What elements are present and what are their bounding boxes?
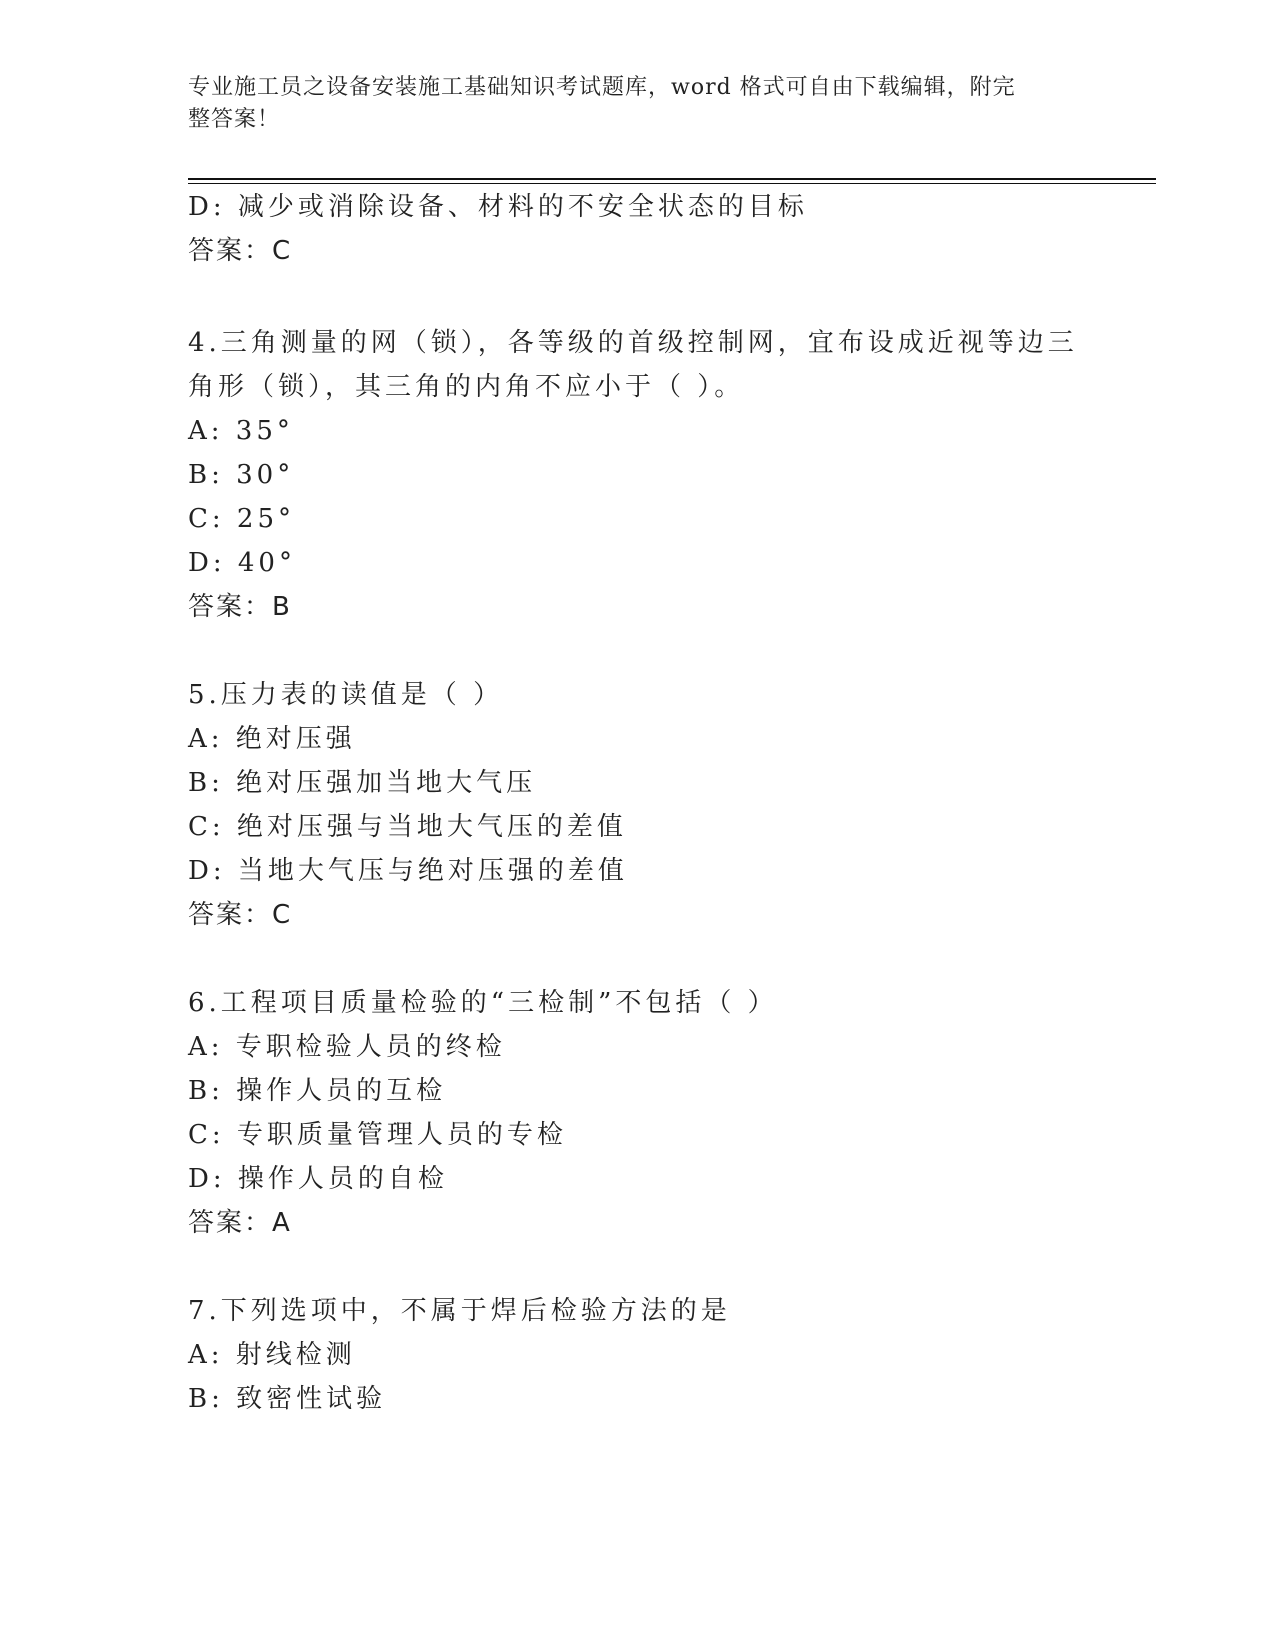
q7-option-a: A: 射线检测: [188, 1340, 356, 1370]
q6-option-a: A: 专职检验人员的终检: [188, 1032, 506, 1062]
q5-option-b: B: 绝对压强加当地大气压: [188, 768, 537, 798]
q6-option-d: D: 操作人员的自检: [188, 1164, 448, 1194]
header-divider-thin: [188, 183, 1156, 184]
q4-stem-line-2: 角形（锁），其三角的内角不应小于（ ）。: [188, 372, 745, 402]
q5-stem: 5.压力表的读值是（ ）: [188, 680, 504, 710]
q4-option-c: C: 25°: [188, 504, 296, 534]
q7-option-b: B: 致密性试验: [188, 1384, 387, 1414]
q6-stem: 6.工程项目质量检验的“三检制”不包括（ ）: [188, 988, 778, 1018]
q5-answer: 答案：C: [188, 900, 293, 930]
q6-option-c: C: 专职质量管理人员的专检: [188, 1120, 567, 1150]
q4-answer: 答案：B: [188, 592, 292, 622]
document-header: [188, 72, 1068, 136]
prev-answer: 答案：C: [188, 236, 293, 266]
header-divider-thick: [188, 178, 1156, 180]
q5-option-d: D: 当地大气压与绝对压强的差值: [188, 856, 628, 886]
q6-option-b: B: 操作人员的互检: [188, 1076, 447, 1106]
q4-stem-line-1: 4.三角测量的网（锁），各等级的首级控制网，宜布设成近视等边三: [188, 328, 1078, 358]
q7-stem: 7.下列选项中，不属于焊后检验方法的是: [188, 1296, 731, 1326]
q5-option-a: A: 绝对压强: [188, 724, 356, 754]
header-line-2: 整答案！: [188, 107, 281, 132]
prev-option-d: D: 减少或消除设备、材料的不安全状态的目标: [188, 192, 808, 222]
q4-option-b: B: 30°: [188, 460, 295, 490]
header-line-1: 专业施工员之设备安装施工基础知识考试题库，word 格式可自由下载编辑，附完: [188, 75, 1016, 100]
q4-option-a: A: 35°: [188, 416, 294, 446]
q4-option-d: D: 40°: [188, 548, 296, 578]
q5-option-c: C: 绝对压强与当地大气压的差值: [188, 812, 627, 842]
q6-answer: 答案：A: [188, 1208, 292, 1238]
